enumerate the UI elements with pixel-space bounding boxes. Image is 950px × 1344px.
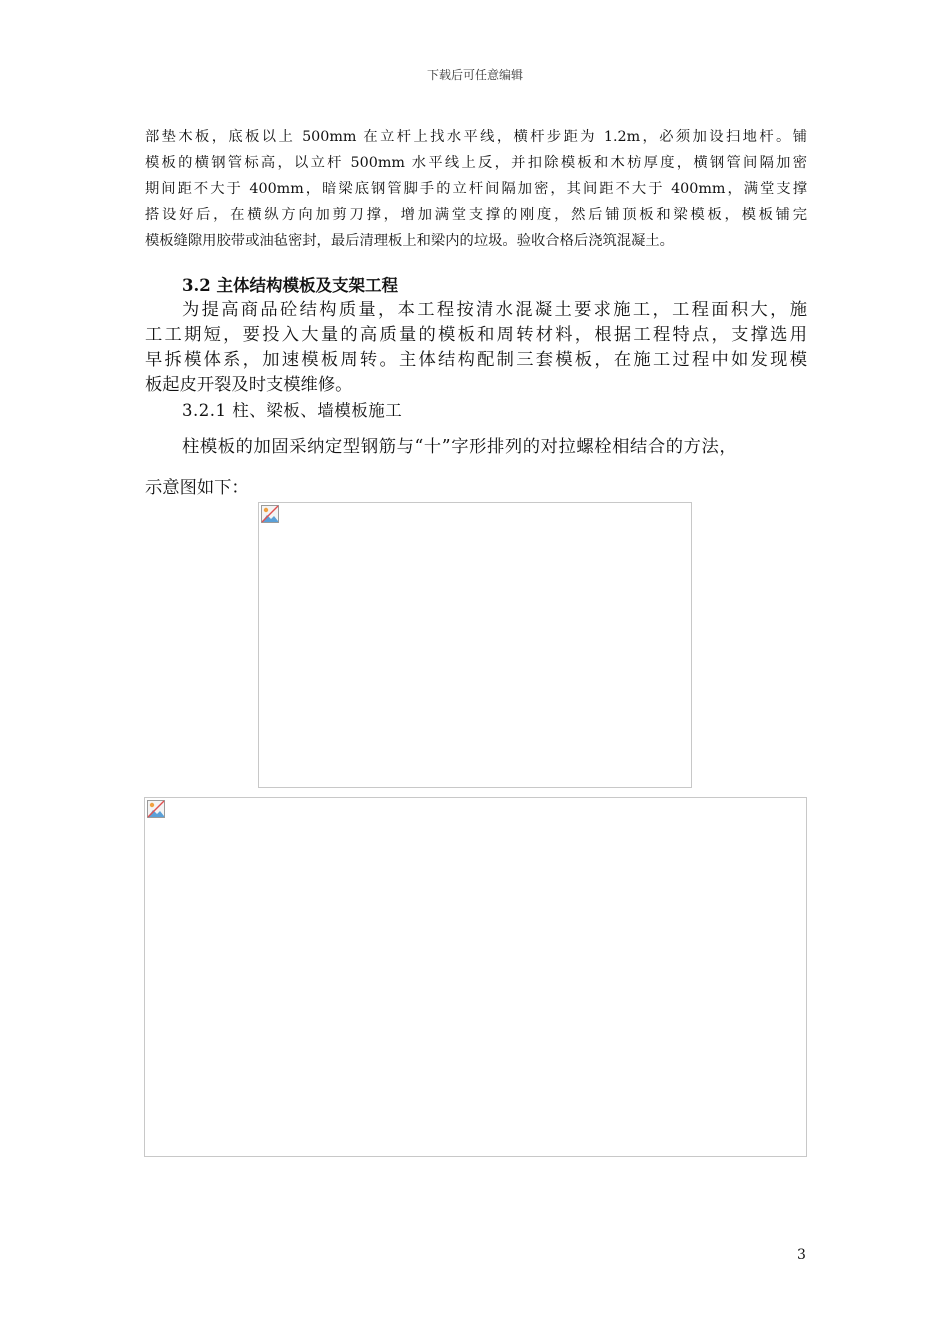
paragraph-line: 期间距不大于 400mm，暗梁底钢管脚手的立杆间隔加密，其间距不大于 400mm，满堂支撑 (145, 181, 807, 197)
paragraph-diagram-intro: 示意图如下： (145, 478, 249, 498)
page-header: 下载后可任意编辑 (426, 68, 523, 82)
paragraph-line: 模板缝隙用胶带或油毡密封，最后清理板上和梁内的垃圾。验收合格后浇筑混凝土。 (145, 233, 674, 249)
page-number: 3 (797, 1247, 806, 1263)
paragraph-line: 搭设好后，在横纵方向加剪刀撑，增加满堂支撑的刚度，然后铺顶板和梁模板，模板铺完 (145, 207, 807, 223)
paragraph-line: 为提高商品砼结构质量，本工程按清水混凝土要求施工，工程面积大，施 (182, 300, 807, 320)
paragraph-main-structure (145, 298, 807, 398)
broken-image-icon (261, 505, 279, 523)
diagram-image-placeholder (144, 797, 807, 1157)
paragraph-formwork-support (145, 124, 807, 254)
paragraph-line: 模板的横钢管标高，以立杆 500mm 水平线上反，并扣除模板和木枋厚度，横钢管间隔加密 (145, 155, 807, 171)
broken-image-icon (147, 800, 165, 818)
subsection-heading: 3.2.1 柱、梁板、墙模板施工 (182, 401, 403, 420)
paragraph-line: 工工期短，要投入大量的高质量的模板和周转材料，根据工程特点，支撑选用 (145, 325, 807, 345)
paragraph-line: 部垫木板，底板以上 500mm 在立杆上找水平线，横杆步距为 1.2m，必须加设扫地杆。铺 (145, 129, 807, 145)
paragraph-column-formwork: 柱模板的加固采纳定型钢筋与“十”字形排列的对拉螺栓相结合的方法， (182, 437, 738, 457)
paragraph-line: 板起皮开裂及时支模维修。 (145, 375, 353, 395)
paragraph-line: 早拆模体系，加速模板周转。主体结构配制三套模板，在施工过程中如发现模 (145, 350, 807, 370)
diagram-image-placeholder (258, 502, 692, 788)
section-heading: 3.2 主体结构模板及支架工程 (182, 276, 398, 295)
